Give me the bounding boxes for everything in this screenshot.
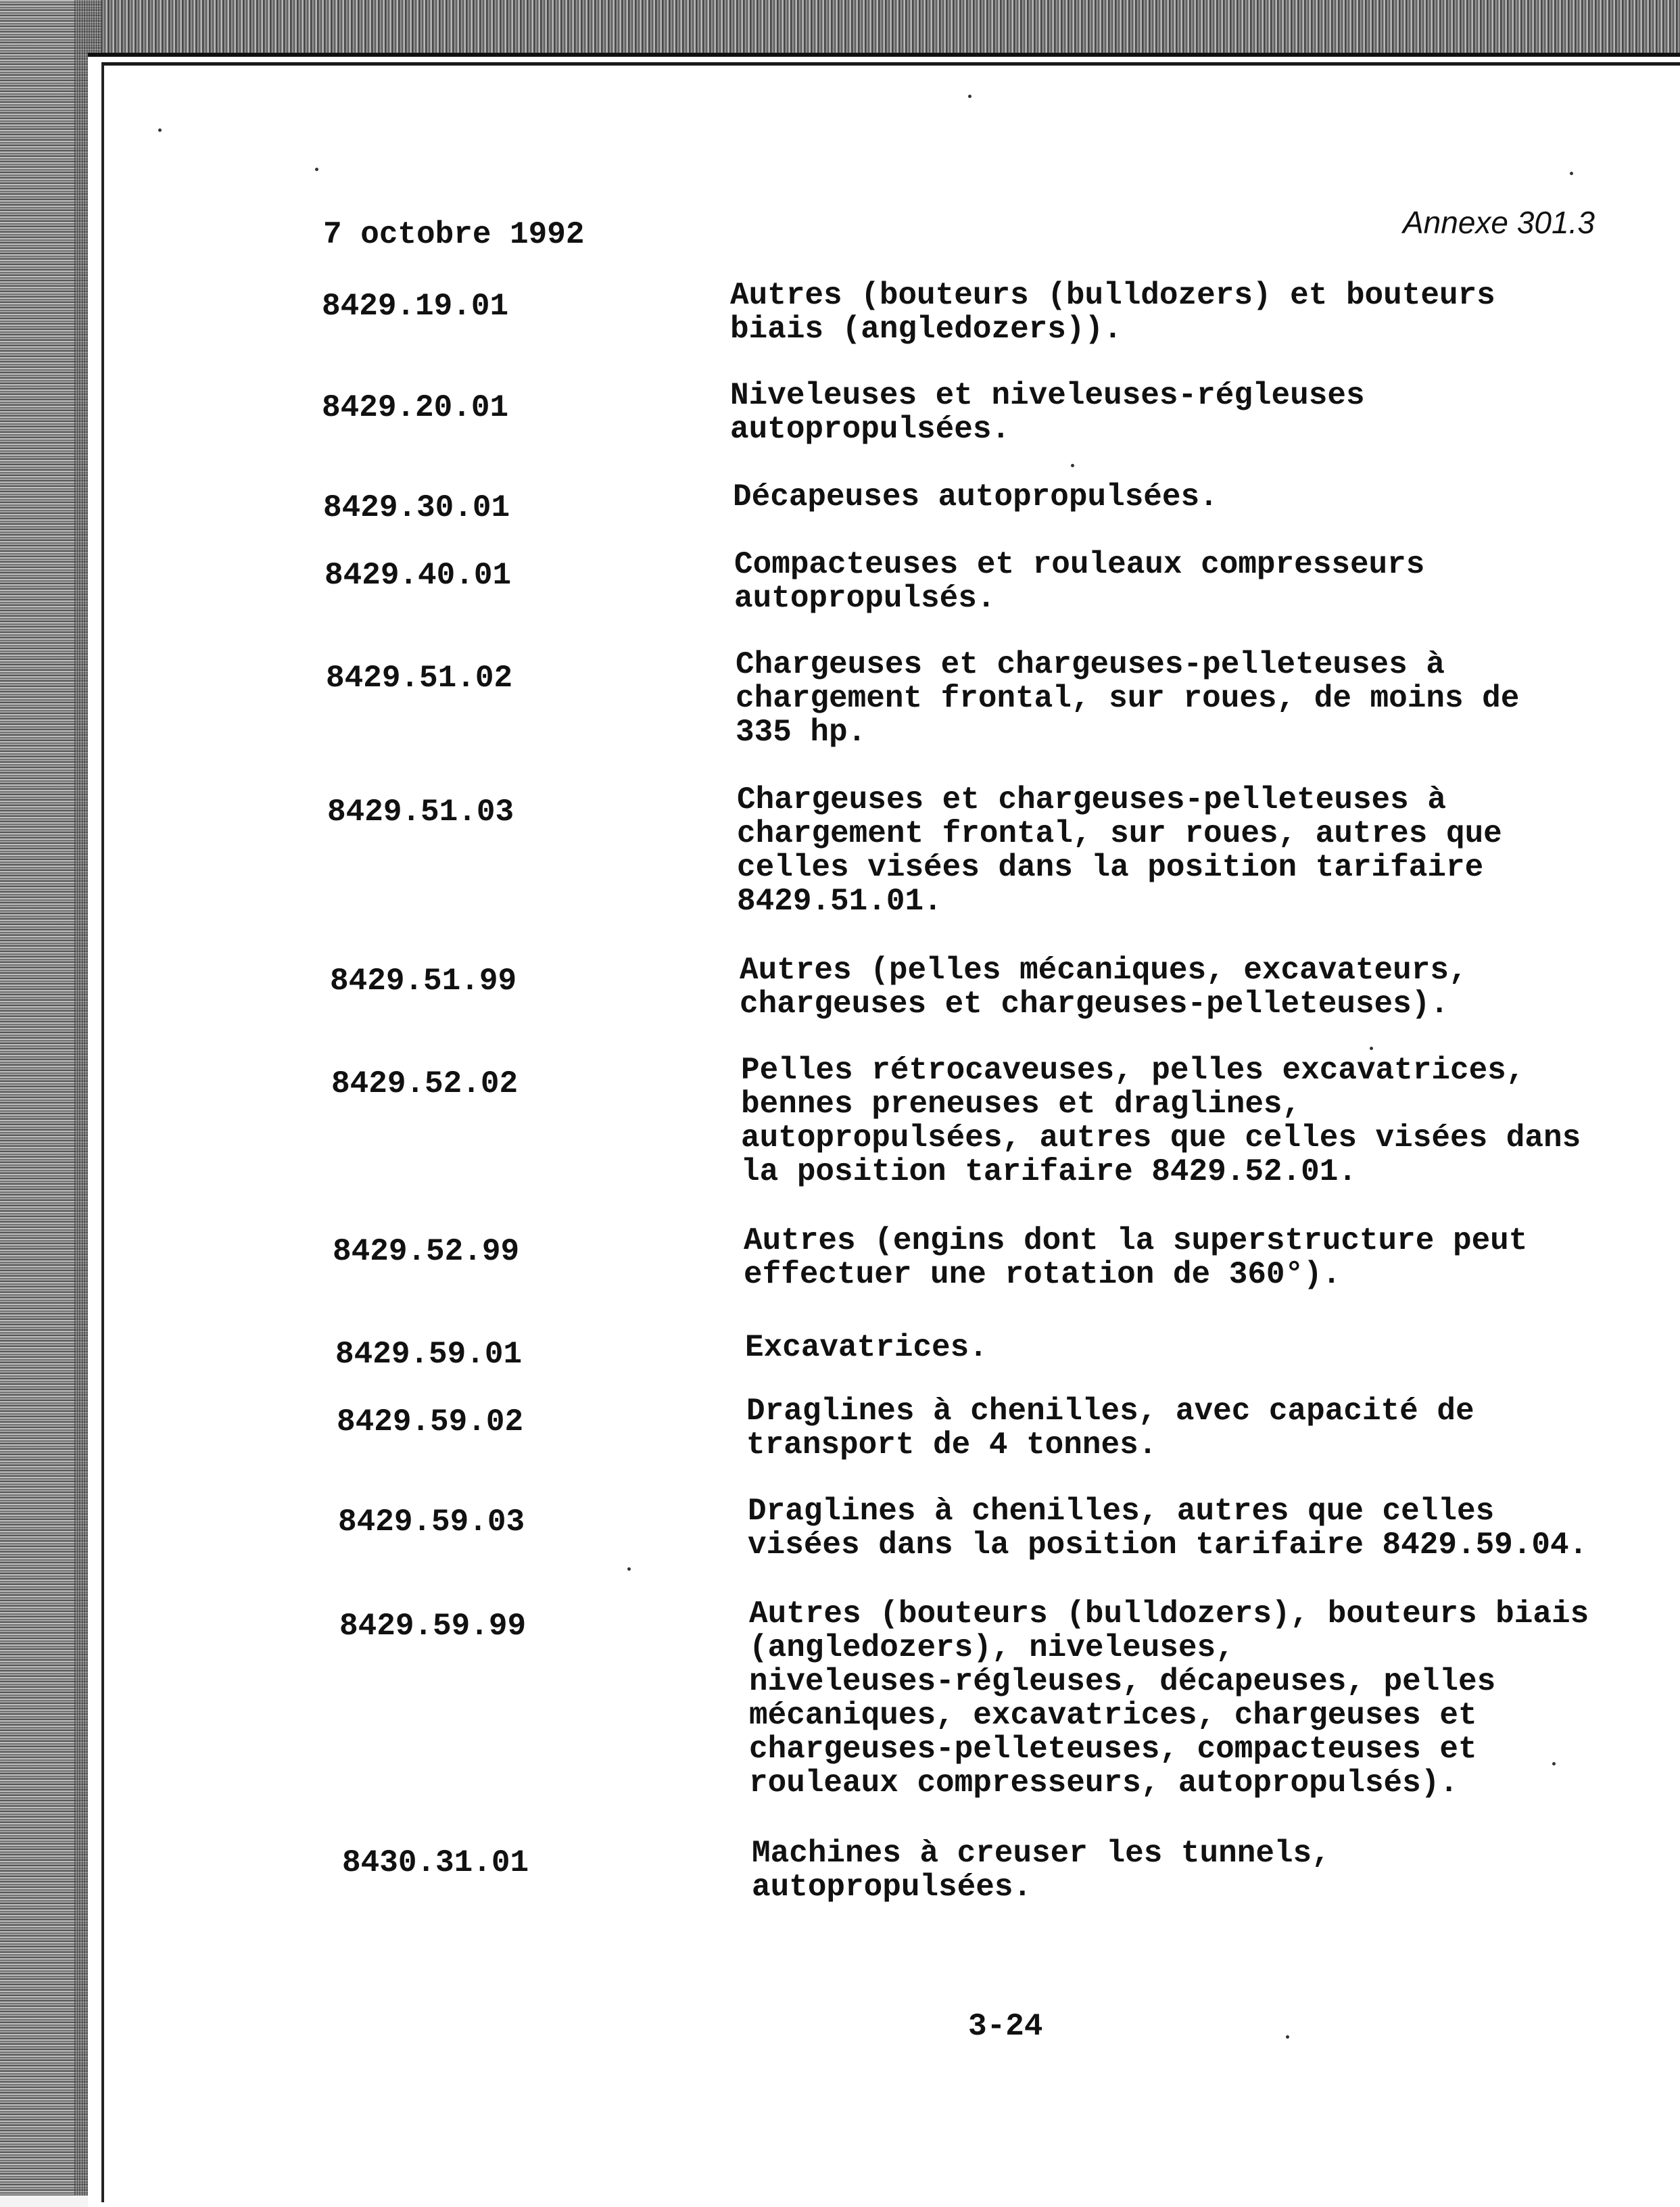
tariff-description [730,379,1677,446]
tariff-code: 8429.59.99 [339,1609,527,1644]
description-line: Machines à creuser les tunnels, [752,1836,1330,1871]
tariff-code: 8429.59.03 [338,1504,525,1540]
description-line: Chargeuses et chargeuses-pelleteuses à [737,782,1446,817]
description-line: rouleaux compresseurs, autopropulsés). [749,1765,1458,1801]
scan-speck [627,1567,631,1571]
scan-speck [1286,2035,1289,2039]
description-line: Autres (bouteurs (bulldozers) et bouteurs [730,278,1495,313]
tariff-description [745,1331,1680,1364]
description-line: visées dans la position tarifaire 8429.59.04. [748,1527,1588,1563]
description-line: Autres (engins dont la superstructure peut [744,1223,1528,1258]
tariff-code: 8429.51.03 [327,794,514,830]
description-line: la position tarifaire 8429.52.01. [741,1154,1357,1189]
description-line: bennes preneuses et draglines, [741,1087,1301,1122]
description-line: Décapeuses autopropulsées. [733,479,1218,515]
tariff-code: 8429.59.02 [337,1404,524,1440]
description-line: Pelles rétrocaveuses, pelles excavatrices, [741,1053,1525,1088]
tariff-code: 8429.40.01 [325,558,512,593]
description-line: transport de 4 tonnes. [746,1427,1157,1463]
tariff-code: 8430.31.01 [342,1845,529,1880]
tariff-description [746,1394,1680,1462]
scan-speck [1071,464,1074,467]
scan-speck [158,128,162,132]
description-line: Excavatrices. [745,1330,988,1365]
description-line: chargeuses-pelleteuses, compacteuses et [749,1732,1477,1767]
tariff-description [744,1224,1680,1291]
tariff-code: 8429.19.01 [322,289,509,324]
scan-speck [1370,1047,1373,1050]
description-line: autopropulsés. [734,581,996,616]
description-line: 8429.51.01. [737,884,942,919]
description-line: niveleuses-régleuses, décapeuses, pelles [749,1664,1496,1699]
tariff-description [734,548,1680,615]
description-line: Draglines à chenilles, autres que celles [748,1494,1495,1529]
description-line: 335 hp. [736,715,867,750]
description-line: Autres (pelles mécaniques, excavateurs, [740,953,1468,988]
tariff-description [752,1836,1680,1904]
scan-border-top [0,0,1680,61]
description-line: chargement frontal, sur roues, autres que [737,816,1502,851]
scan-speck [1570,172,1573,175]
description-line: celles visées dans la position tarifaire [737,850,1484,885]
description-line: mécaniques, excavatrices, chargeuses et [749,1698,1477,1733]
description-line: Chargeuses et chargeuses-pelleteuses à [736,647,1445,682]
description-line: (angledozers), niveleuses, [749,1630,1234,1665]
scan-speck [968,95,971,98]
tariff-description [730,279,1677,346]
description-line: Compacteuses et rouleaux compresseurs [734,547,1425,582]
tariff-description [749,1597,1680,1800]
tariff-description [736,648,1680,749]
description-line: chargement frontal, sur roues, de moins de [736,681,1520,716]
page-number: 3-24 [968,2009,1043,2044]
description-line: autopropulsées, autres que celles visées dans [741,1120,1581,1156]
annex-label: Annexe 301.3 [1403,205,1595,240]
tariff-description [748,1494,1680,1562]
description-line: autopropulsées. [730,412,1011,447]
description-line: Niveleuses et niveleuses-régleuses [730,378,1365,413]
description-line: Draglines à chenilles, avec capacité de [746,1394,1474,1429]
tariff-code: 8429.20.01 [322,390,509,425]
tariff-description [740,953,1680,1021]
scan-speck [315,168,318,171]
description-line: effectuer une rotation de 360°). [744,1257,1341,1292]
tariff-code: 8429.30.01 [323,490,510,525]
description-line: Autres (bouteurs (bulldozers), bouteurs biais [749,1596,1589,1632]
tariff-description [741,1053,1680,1189]
tariff-code: 8429.51.02 [326,661,513,696]
description-line: chargeuses et chargeuses-pelleteuses). [740,987,1449,1022]
tariff-code: 8429.52.99 [333,1234,520,1269]
tariff-description [737,783,1680,918]
scan-speck [1552,1762,1556,1765]
tariff-code: 8429.51.99 [330,964,517,999]
document-date: 7 octobre 1992 [323,217,585,252]
tariff-description [733,480,1679,514]
scan-border-left [0,0,101,2196]
description-line: biais (angledozers)). [730,312,1122,347]
tariff-code: 8429.59.01 [335,1337,523,1372]
description-line: autopropulsées. [752,1870,1032,1905]
tariff-code: 8429.52.02 [331,1066,519,1101]
